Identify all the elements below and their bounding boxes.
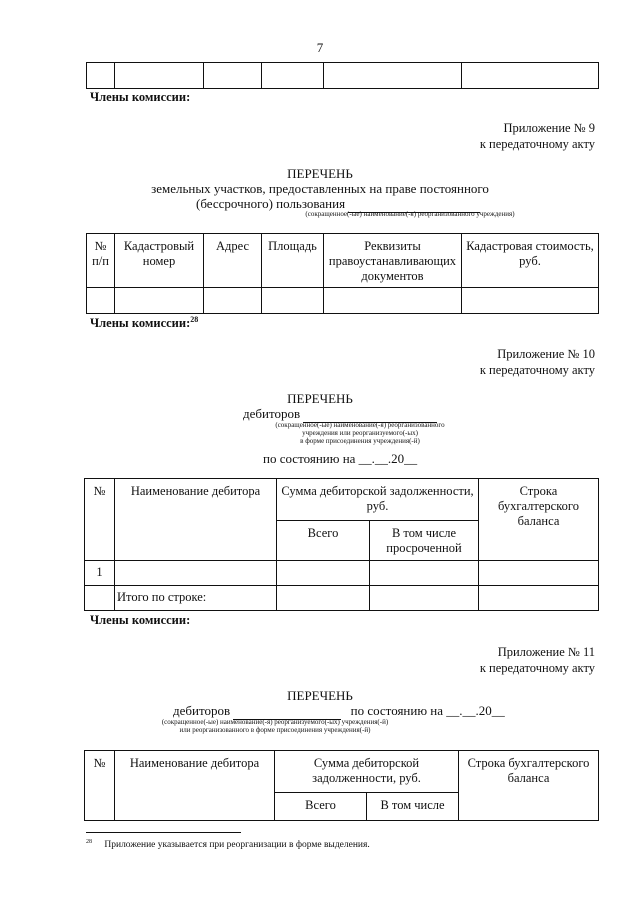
col-balance-line: Строка бухгалтерского баланса xyxy=(459,751,599,821)
appendix9-title: ПЕРЕЧЕНЬ xyxy=(287,166,353,181)
total-row xyxy=(85,586,599,611)
appendix11-as-of: по состоянию на __.__.20__ xyxy=(350,703,505,718)
appendix10-as-of: по состоянию на __.__.20__ xyxy=(263,451,418,466)
col-cadastral-number: Кадастровый номер xyxy=(115,234,204,288)
col-num: № xyxy=(85,479,115,561)
col-num: № п/п xyxy=(87,234,115,288)
appendix9-heading: Приложение № 9 xyxy=(503,121,595,135)
col-receivables-sum: Сумма дебиторской задолженности, руб. xyxy=(277,479,479,521)
footnote-mark: 28 xyxy=(86,839,92,845)
members-label-appendix10: Члены комиссии: xyxy=(90,613,191,627)
col-total: Всего xyxy=(277,521,370,561)
row-number: 1 xyxy=(85,561,115,586)
caption-line3: в форме присоединения учреждения(-й) xyxy=(300,437,420,445)
appendix10-title: ПЕРЕЧЕНЬ xyxy=(287,391,353,406)
col-including: В том числе xyxy=(367,793,459,821)
appendix11-subheading: к передаточному акту xyxy=(479,661,595,675)
appendix10-subheading: к передаточному акту xyxy=(479,363,595,377)
col-debtor-name: Наименование дебитора xyxy=(115,751,275,821)
col-address: Адрес xyxy=(204,234,262,288)
appendix10-header xyxy=(480,346,595,378)
table-row xyxy=(87,288,599,314)
appendix10-table xyxy=(84,478,599,611)
appendix9-caption: (сокращенное(-ые) наименование(-я) реорганизованного учреждения) xyxy=(305,210,515,218)
debtors-label: дебиторов xyxy=(243,406,301,421)
caption-line2: или реорганизованного в форме присоединения учреждения(-й) xyxy=(179,726,371,734)
col-cadastral-value: Кадастровая стоимость, руб. xyxy=(462,234,599,288)
col-receivables-sum: Сумма дебиторской задолженности, руб. xyxy=(275,751,459,793)
appendix9-table xyxy=(86,233,599,314)
col-balance-line: Строка бухгалтерского баланса xyxy=(479,479,599,561)
col-area: Площадь xyxy=(262,234,324,288)
page-number: 7 xyxy=(316,40,324,55)
footnote-ref: 28 xyxy=(190,315,199,324)
caption-line1: (сокращенное(-ые) наименование(-я) реорганизованного xyxy=(275,421,445,429)
col-total: Всего xyxy=(275,793,367,821)
col-debtor-name: Наименование дебитора xyxy=(115,479,277,561)
members-label-top: Члены комиссии: xyxy=(90,90,191,104)
members-label-appendix9: Члены комиссии:$^{28}$ xyxy=(90,315,199,331)
total-row-label: Итого по строке: xyxy=(115,586,277,611)
appendix10-heading: Приложение № 10 xyxy=(497,347,595,361)
appendix10-captions xyxy=(240,421,480,445)
top-continuation-table xyxy=(86,62,599,89)
debtors-label: дебиторов xyxy=(173,703,231,718)
col-overdue: В том числе просроченной xyxy=(370,521,479,561)
appendix9-header xyxy=(480,120,595,152)
appendix9-header-row xyxy=(87,234,599,288)
appendix9-line2: (бессрочного) пользования xyxy=(196,196,346,211)
appendix9-line1: земельных участков, предоставленных на праве постоянного xyxy=(151,181,489,196)
footnote xyxy=(86,839,370,850)
col-num: № xyxy=(85,751,115,821)
table-row xyxy=(85,561,599,586)
appendix11-title: ПЕРЕЧЕНЬ xyxy=(287,688,353,703)
appendix11-table xyxy=(84,750,599,821)
appendix9-subheading: к передаточному акту xyxy=(479,137,595,151)
caption-line1: (сокращенное(-ые) наименование(-я) реорганизуемого(-ых) учреждения(-й) xyxy=(161,718,389,726)
appendix11-captions xyxy=(120,718,430,734)
footnote-text: Приложение указывается при реорганизации в форме выделения. xyxy=(104,840,370,851)
appendix11-header xyxy=(480,644,595,676)
caption-line2: учреждения или реорганизуемого(-ых) xyxy=(302,429,418,437)
footnote-divider xyxy=(86,832,241,833)
appendix11-heading: Приложение № 11 xyxy=(497,645,595,659)
col-documents: Реквизиты правоустанавливающих документов xyxy=(324,234,462,288)
